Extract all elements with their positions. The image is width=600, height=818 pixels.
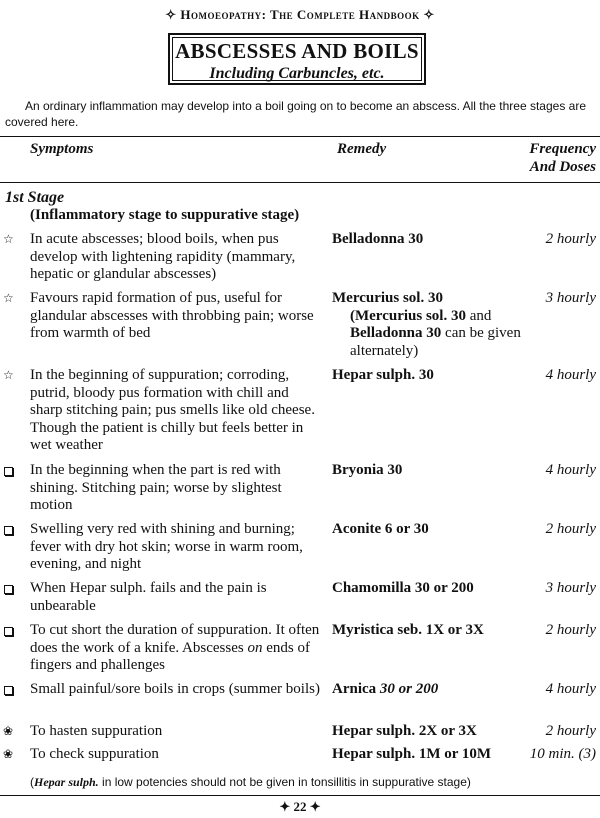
flower-bullet-icon: ❀ <box>3 747 14 761</box>
remedy-text: Hepar sulph. 30 <box>332 367 434 383</box>
column-header-frequency-line2: And Doses <box>529 159 596 175</box>
remedy-text: Bryonia 30 <box>332 462 403 478</box>
symptom-text: Swelling very red with shining and burning; fever with dry hot skin; worse in warm room, evening, and night <box>30 521 303 572</box>
star-bullet-icon: ☆ <box>3 291 14 305</box>
frequency-text: 10 min. (3) <box>529 746 596 762</box>
remedy-text: Mercurius sol. 30 <box>332 290 443 306</box>
remedy-cell <box>332 290 532 360</box>
star-bullet-icon: ☆ <box>3 232 14 246</box>
square-bullet-icon <box>3 681 17 701</box>
symptom-text: To hasten suppuration <box>30 723 163 739</box>
symptom-text: In the beginning when the part is red with shining. Stitching pain; worse by slightest motion <box>30 462 282 513</box>
symptom-text: When Hepar sulph. fails and the pain is unbearable <box>30 580 267 614</box>
running-header <box>0 7 600 23</box>
frequency-text: 3 hourly <box>545 290 596 306</box>
symptom-text: In acute abscesses; blood boils, when pus develop with lightening rapidity (mammary, hepatic or glandular abscesses) <box>30 231 296 282</box>
remedy-text: Aconite 6 or 30 <box>332 521 429 537</box>
remedy-note-part: Belladonna 30 <box>350 325 442 341</box>
remedy-text: Arnica <box>332 681 377 697</box>
header-bottom-rule <box>0 182 600 183</box>
star-bullet-icon: ☆ <box>3 368 14 382</box>
column-header-symptoms: Symptoms <box>30 141 94 157</box>
top-rule <box>0 136 600 137</box>
symptom-text: To check suppuration <box>30 746 159 762</box>
remedy-text: Myristica seb. 1X or 3X <box>332 622 484 638</box>
frequency-text: 3 hourly <box>545 580 596 596</box>
symptom-part: To cut short the duration of suppuration. It often does the work of a knife. Abscesses <box>30 622 320 656</box>
column-header-remedy: Remedy <box>337 141 387 157</box>
remedy-note-part: (Mercurius sol. 30 <box>350 307 466 324</box>
column-header-frequency <box>529 140 596 176</box>
square-bullet-icon <box>3 521 17 541</box>
remedy-potency: 30 or 200 <box>376 681 439 697</box>
remedy-note-part: alternately) <box>350 342 419 359</box>
symptom-text: Favours rapid formation of pus, useful for glandular abscesses with throbbing pain; worse from warmth of bed <box>30 290 314 341</box>
frequency-text: 2 hourly <box>545 723 596 739</box>
symptom-text: Small painful/sore boils in crops (summer boils) <box>30 681 320 697</box>
intro-paragraph: An ordinary inflammation may develop into a boil going on to become an abscess. All the three stages are covered here. <box>5 99 586 129</box>
remedy-note <box>332 308 532 361</box>
footnote-part: in low potencies should not be given in tonsillitis in suppurative stage) <box>98 775 471 789</box>
remedy-text: Hepar sulph. 2X or 3X <box>332 723 477 739</box>
symptom-text <box>30 622 322 675</box>
frequency-text: 4 hourly <box>545 367 596 383</box>
footnote <box>30 775 471 790</box>
square-bullet-icon <box>3 622 17 642</box>
chapter-subtitle: Including Carbuncles, etc. <box>209 65 385 82</box>
flower-bullet-icon: ❀ <box>3 724 14 738</box>
remedy-note-part: and <box>465 307 492 324</box>
remedy-cell <box>332 681 532 699</box>
symptom-part: ends of fingers and phallenges <box>30 639 310 673</box>
frequency-text: 4 hourly <box>545 681 596 697</box>
chapter-title-box <box>168 33 426 85</box>
remedy-note-part: can be given <box>441 325 521 341</box>
frequency-text: 2 hourly <box>545 231 596 247</box>
chapter-title: ABSCESSES AND BOILS <box>175 39 419 63</box>
footnote-remedy: Hepar sulph. <box>34 775 99 789</box>
symptom-part-italic: on <box>247 639 263 656</box>
stage-title: 1st Stage <box>5 189 65 206</box>
symptom-text: In the beginning of suppuration; corroding, putrid, bloody pus formation with chill and sharp stitching pain; pus smells like old cheese. Though the patient is chilly but feels better in wet weather <box>30 367 315 453</box>
page-number: ✦ 22 ✦ <box>279 799 321 814</box>
column-header-frequency-line1: Frequency <box>529 141 596 157</box>
square-bullet-icon <box>3 462 17 482</box>
running-header-text: ✧ Homoeopathy: The Complete Handbook ✧ <box>165 7 435 22</box>
frequency-text: 4 hourly <box>545 462 596 478</box>
remedy-text: Belladonna 30 <box>332 231 424 247</box>
remedy-text: Hepar sulph. 1M or 10M <box>332 746 492 762</box>
square-bullet-icon <box>3 580 17 600</box>
footnote-part: ( <box>30 775 34 789</box>
frequency-text: 2 hourly <box>545 622 596 638</box>
frequency-text: 2 hourly <box>545 521 596 537</box>
bottom-rule <box>0 795 600 796</box>
remedy-text: Chamomilla 30 or 200 <box>332 580 474 596</box>
stage-subtitle: (Inflammatory stage to suppurative stage) <box>30 207 300 223</box>
